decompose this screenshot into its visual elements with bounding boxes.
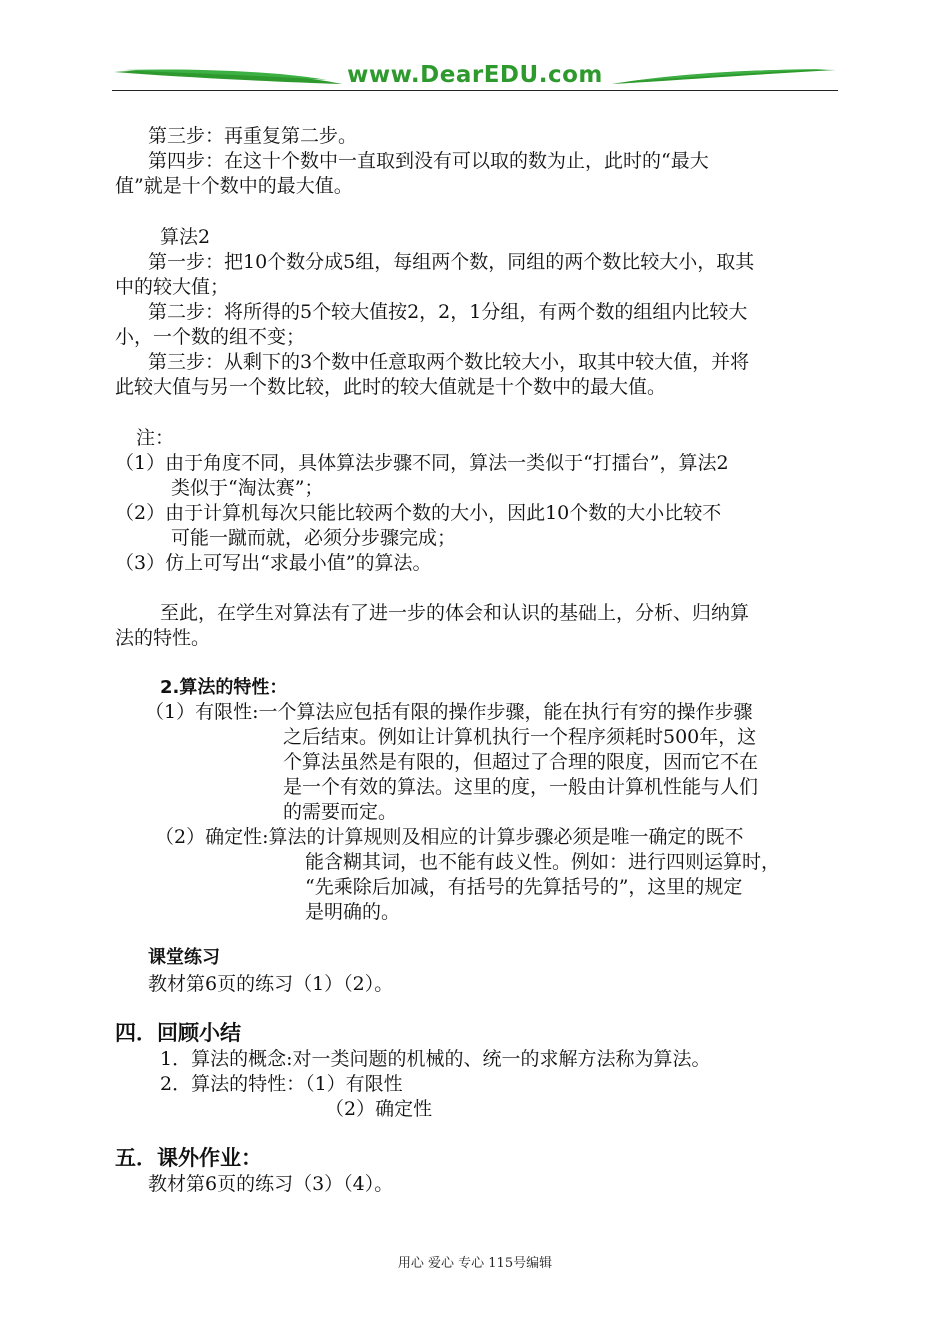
note-2: （2）由于计算机每次只能比较两个数的大小，因此10个数的大小比较不 bbox=[115, 502, 722, 524]
alg2-step3: 第三步：从剩下的3个数中任意取两个数比较大小，取其中较大值，并将 bbox=[148, 351, 750, 373]
alg2-step1-cont: 中的较大值； bbox=[115, 276, 230, 298]
review-item-1: 1．算法的概念:对一类问题的机械的、统一的求解方法称为算法。 bbox=[160, 1048, 711, 1070]
review-summary-heading: 四．回顾小结 bbox=[115, 1021, 241, 1045]
homework-heading: 五．课外作业： bbox=[115, 1146, 262, 1170]
finiteness-cont-2: 个算法虽然是有限的，但超过了合理的限度，因而它不在 bbox=[283, 751, 759, 773]
properties-heading: 2.算法的特性： bbox=[160, 677, 288, 698]
algorithm2-title: 算法2 bbox=[160, 226, 211, 248]
site-header-banner bbox=[112, 60, 838, 94]
note-label: 注： bbox=[136, 427, 175, 449]
finiteness-line: （1）有限性:一个算法应包括有限的操作步骤，能在执行有穷的操作步骤 bbox=[145, 701, 753, 723]
finiteness-cont-3: 是一个有效的算法。这里的度，一般由计算机性能与人们 bbox=[283, 776, 759, 798]
summary-paragraph: 至此，在学生对算法有了进一步的体会和认识的基础上，分析、归纳算 bbox=[160, 602, 750, 624]
class-exercise-text: 教材第6页的练习（1）（2）。 bbox=[148, 973, 394, 995]
review-item-2-cont: （2）确定性 bbox=[325, 1098, 433, 1120]
site-logo-text: www.DearEDU.com bbox=[347, 62, 603, 88]
step3-line: 第三步：再重复第二步。 bbox=[148, 125, 358, 147]
definiteness-cont-2: “先乘除后加减，有括号的先算括号的”，这里的规定 bbox=[305, 876, 743, 898]
step4-line: 第四步：在这十个数中一直取到没有可以取的数为止，此时的“最大 bbox=[148, 150, 709, 172]
class-exercise-heading: 课堂练习 bbox=[148, 947, 220, 968]
alg2-step2-cont: 小，一个数的组不变； bbox=[115, 326, 306, 348]
note-3: （3）仿上可写出“求最小值”的算法。 bbox=[115, 552, 432, 574]
review-item-2: 2．算法的特性：（1）有限性 bbox=[160, 1073, 403, 1095]
alg2-step2: 第二步：将所得的5个较大值按2，2，1分组，有两个数的组组内比较大 bbox=[148, 301, 748, 323]
homework-text: 教材第6页的练习（3）（4）。 bbox=[148, 1173, 394, 1195]
page-footer: 用心 爱心 专心 115号编辑 bbox=[397, 1256, 553, 1271]
finiteness-cont-1: 之后结束。例如让计算机执行一个程序须耗时500年，这 bbox=[283, 726, 757, 748]
note-2-cont: 可能一蹴而就，必须分步骤完成； bbox=[171, 527, 457, 549]
step4-line-cont: 值”就是十个数中的最大值。 bbox=[115, 175, 353, 197]
definiteness-cont-3: 是明确的。 bbox=[305, 901, 401, 923]
alg2-step1: 第一步：把10个数分成5组，每组两个数，同组的两个数比较大小，取其 bbox=[148, 251, 755, 273]
note-1: （1）由于角度不同，具体算法步骤不同，算法一类似于“打擂台”，算法2 bbox=[115, 452, 729, 474]
note-1-cont: 类似于“淘汰赛”； bbox=[171, 477, 324, 499]
definiteness-line: （2）确定性:算法的计算规则及相应的计算步骤必须是唯一确定的既不 bbox=[155, 826, 744, 848]
summary-paragraph-cont: 法的特性。 bbox=[115, 627, 211, 649]
alg2-step3-cont: 此较大值与另一个数比较，此时的较大值就是十个数中的最大值。 bbox=[115, 376, 667, 398]
finiteness-cont-4: 的需要而定。 bbox=[283, 801, 398, 823]
definiteness-cont-1: 能含糊其词，也不能有歧义性。例如：进行四则运算时， bbox=[305, 851, 781, 873]
header-divider bbox=[112, 90, 838, 91]
